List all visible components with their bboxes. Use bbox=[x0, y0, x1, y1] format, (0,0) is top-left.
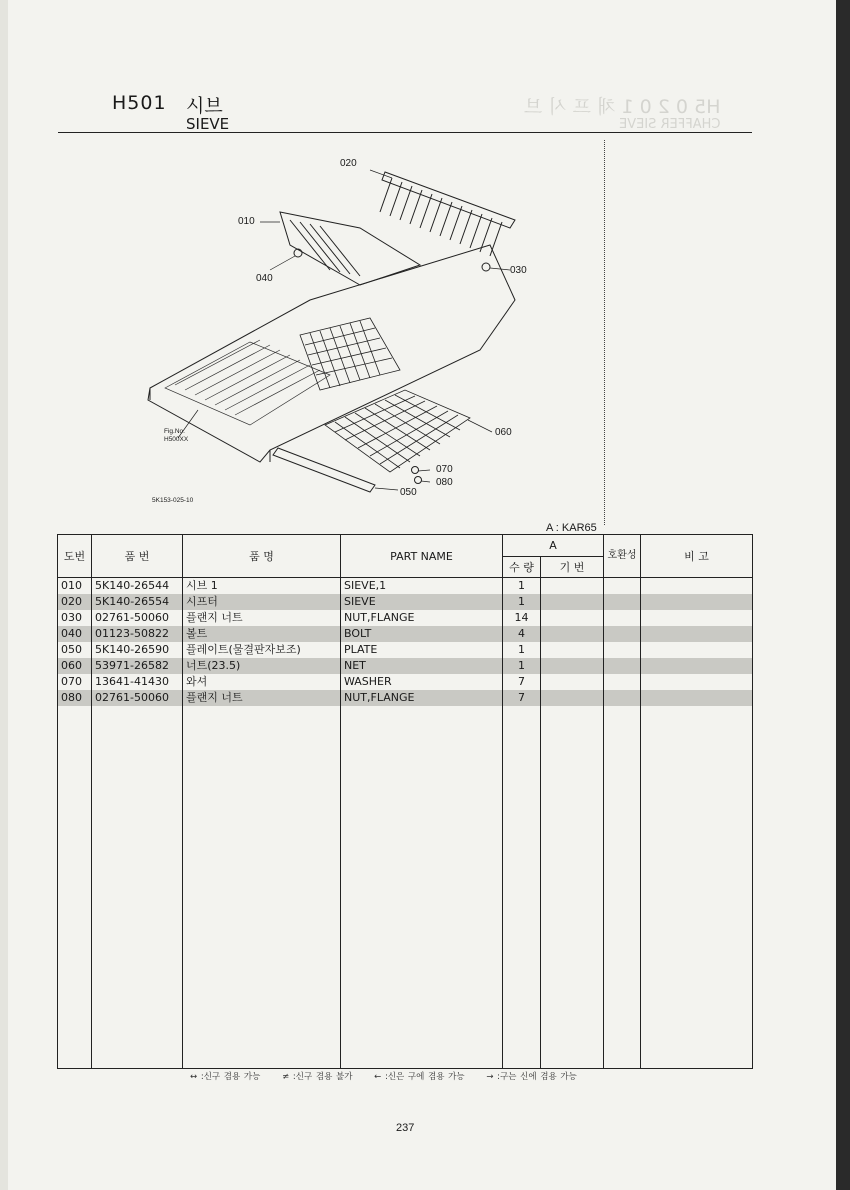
cell-base bbox=[541, 610, 604, 626]
cell-name-korean: 시브 1 bbox=[183, 578, 341, 595]
cell-remarks bbox=[641, 594, 753, 610]
cell-part-no: 53971-26582 bbox=[92, 658, 183, 674]
cell-qty: 1 bbox=[503, 642, 541, 658]
table-row bbox=[58, 610, 753, 626]
header-name-korean: 품 명 bbox=[183, 535, 341, 578]
cell-interchange bbox=[604, 578, 641, 595]
cell-no: 030 bbox=[58, 610, 92, 626]
nut-080-mark bbox=[415, 477, 422, 484]
page-fold-line bbox=[604, 140, 605, 525]
cell-base bbox=[541, 642, 604, 658]
cell-no: 060 bbox=[58, 658, 92, 674]
cell-qty: 1 bbox=[503, 594, 541, 610]
figure-number-value: H500XX bbox=[164, 436, 189, 443]
cell-interchange bbox=[604, 594, 641, 610]
cell-qty: 7 bbox=[503, 674, 541, 690]
cell-remarks bbox=[641, 674, 753, 690]
louver-grate bbox=[165, 340, 330, 425]
header-rule bbox=[58, 132, 752, 133]
header-interchange: 호환성 bbox=[604, 535, 641, 578]
scan-edge-right bbox=[836, 0, 850, 1190]
cell-base bbox=[541, 626, 604, 642]
drawing-code: 5K153-025-10 bbox=[152, 497, 194, 504]
cell-no: 080 bbox=[58, 690, 92, 706]
cell-remarks bbox=[641, 658, 753, 674]
cell-remarks bbox=[641, 642, 753, 658]
cell-name-korean: 플랜지 너트 bbox=[183, 610, 341, 626]
table-row bbox=[58, 626, 753, 642]
sieve-1-part bbox=[280, 212, 420, 285]
cell-part-no: 5K140-26554 bbox=[92, 594, 183, 610]
legend-item: ↔ :신구 겸용 가능 bbox=[190, 1072, 261, 1082]
compatibility-legend bbox=[190, 1070, 595, 1082]
cell-base bbox=[541, 658, 604, 674]
cell-part-name: PLATE bbox=[341, 642, 503, 658]
bolt-040-mark bbox=[294, 249, 302, 257]
cell-part-name: WASHER bbox=[341, 674, 503, 690]
header-qty: 수 량 bbox=[503, 556, 541, 578]
legend-item: ≠ :신구 겸용 불가 bbox=[282, 1072, 353, 1082]
cell-remarks bbox=[641, 610, 753, 626]
table-row bbox=[58, 690, 753, 706]
header-no: 도번 bbox=[58, 535, 92, 578]
cell-qty: 7 bbox=[503, 690, 541, 706]
header-group-a: A bbox=[503, 535, 604, 557]
table-row bbox=[58, 658, 753, 674]
figure-number bbox=[164, 428, 188, 444]
cell-part-name: BOLT bbox=[341, 626, 503, 642]
cell-part-no: 5K140-26544 bbox=[92, 578, 183, 595]
legend-item: → :구는 신에 겸용 가능 bbox=[486, 1072, 577, 1082]
cell-remarks bbox=[641, 626, 753, 642]
cell-qty: 4 bbox=[503, 626, 541, 642]
cell-interchange bbox=[604, 658, 641, 674]
cell-part-no: 13641-41430 bbox=[92, 674, 183, 690]
washer-070-mark bbox=[412, 467, 419, 474]
callout-020: 020 bbox=[340, 158, 357, 169]
cell-name-korean: 시프터 bbox=[183, 594, 341, 610]
callout-030: 030 bbox=[510, 265, 527, 276]
bleed-through-subtitle: CHAFFER SIEVE bbox=[618, 117, 720, 132]
header-remarks: 비 고 bbox=[641, 535, 753, 578]
table-row bbox=[58, 594, 753, 610]
plate-part bbox=[273, 448, 375, 492]
header-part-no: 품 번 bbox=[92, 535, 183, 578]
cell-part-name: NUT,FLANGE bbox=[341, 690, 503, 706]
cell-part-name: NET bbox=[341, 658, 503, 674]
section-title-english: SIEVE bbox=[186, 115, 230, 133]
nut-030-mark bbox=[482, 263, 490, 271]
cell-qty: 1 bbox=[503, 658, 541, 674]
callout-070: 070 bbox=[436, 464, 453, 475]
cell-no: 010 bbox=[58, 578, 92, 595]
cell-remarks bbox=[641, 690, 753, 706]
cell-part-name: NUT,FLANGE bbox=[341, 610, 503, 626]
callout-080: 080 bbox=[436, 477, 453, 488]
cell-interchange bbox=[604, 626, 641, 642]
page-number: 237 bbox=[396, 1122, 415, 1134]
cell-interchange bbox=[604, 690, 641, 706]
table-row bbox=[58, 578, 753, 595]
cell-name-korean: 플랜지 너트 bbox=[183, 690, 341, 706]
callout-010: 010 bbox=[238, 216, 255, 227]
parts-table bbox=[57, 534, 753, 1069]
cell-name-korean: 너트(23.5) bbox=[183, 658, 341, 674]
header-part-name: PART NAME bbox=[341, 535, 503, 578]
cell-part-name: SIEVE,1 bbox=[341, 578, 503, 595]
cell-base bbox=[541, 578, 604, 595]
table-row bbox=[58, 642, 753, 658]
cell-remarks bbox=[641, 578, 753, 595]
exploded-parts-diagram bbox=[130, 150, 530, 510]
front-net bbox=[325, 390, 470, 472]
callout-040: 040 bbox=[256, 273, 273, 284]
table-row bbox=[58, 674, 753, 690]
cell-base bbox=[541, 690, 604, 706]
cell-interchange bbox=[604, 610, 641, 626]
cell-part-no: 02761-50060 bbox=[92, 610, 183, 626]
callout-050: 050 bbox=[400, 487, 417, 498]
cell-no: 020 bbox=[58, 594, 92, 610]
cell-part-no: 02761-50060 bbox=[92, 690, 183, 706]
cell-interchange bbox=[604, 642, 641, 658]
cell-no: 040 bbox=[58, 626, 92, 642]
cell-qty: 1 bbox=[503, 578, 541, 595]
header-base: 기 번 bbox=[541, 556, 604, 578]
callout-060: 060 bbox=[495, 427, 512, 438]
cell-base bbox=[541, 594, 604, 610]
cell-base bbox=[541, 674, 604, 690]
sifter-comb-part bbox=[380, 172, 515, 256]
cell-part-no: 5K140-26590 bbox=[92, 642, 183, 658]
cell-part-no: 01123-50822 bbox=[92, 626, 183, 642]
cell-part-name: SIEVE bbox=[341, 594, 503, 610]
rear-net bbox=[300, 318, 400, 390]
cell-no: 050 bbox=[58, 642, 92, 658]
table-empty-space bbox=[58, 706, 753, 1069]
figure-number-label: Fig.No. bbox=[164, 428, 185, 435]
cell-name-korean: 플레이트(물결판자보조) bbox=[183, 642, 341, 658]
cell-no: 070 bbox=[58, 674, 92, 690]
cell-name-korean: 볼트 bbox=[183, 626, 341, 642]
section-title-korean: 시브 bbox=[186, 95, 223, 117]
model-label: A : KAR65 bbox=[546, 522, 597, 534]
bleed-through-title: H5 0 2 0 1 채 프 시 브 bbox=[523, 96, 720, 118]
cell-qty: 14 bbox=[503, 610, 541, 626]
cell-name-korean: 와셔 bbox=[183, 674, 341, 690]
scan-edge-left bbox=[0, 0, 8, 1190]
legend-item: ← :신은 구에 겸용 가능 bbox=[374, 1072, 465, 1082]
section-code: H501 bbox=[112, 92, 167, 114]
cell-interchange bbox=[604, 674, 641, 690]
